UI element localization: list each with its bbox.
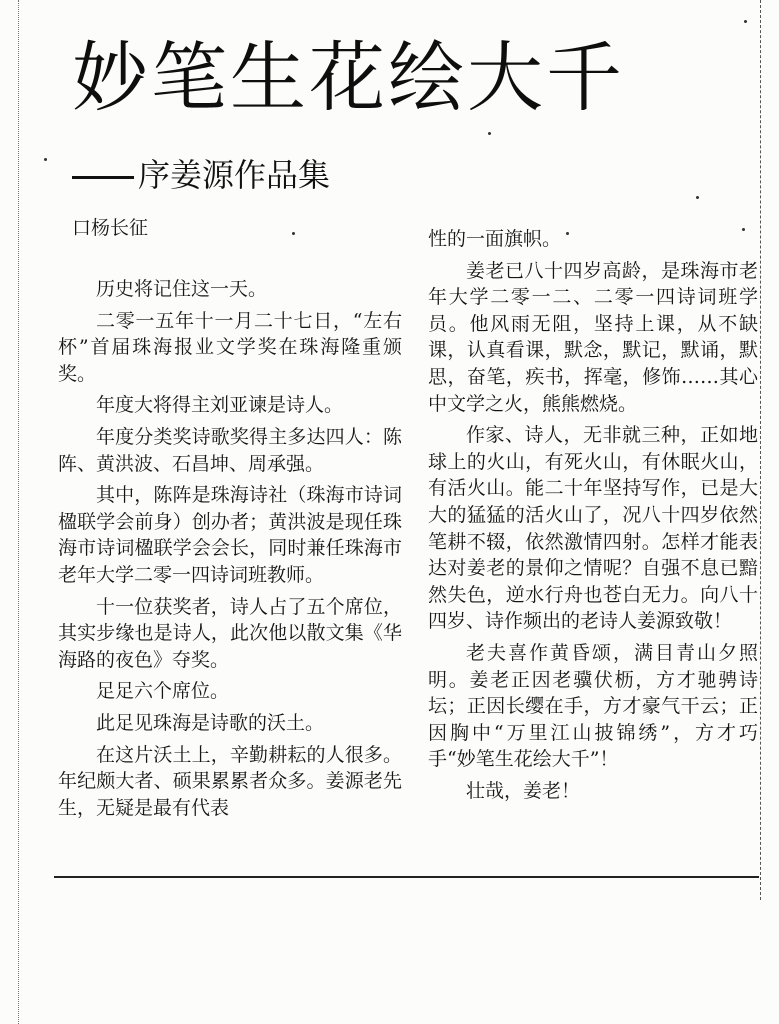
paragraph: 二零一五年十一月二十七日，“左右杯”首届珠海报业文学奖在珠海隆重颁奖。 [58,309,402,385]
article-byline: 口杨长征 [72,217,149,239]
paragraph: 年度大将得主刘亚谏是诗人。 [96,394,344,417]
article-title: 妙笔生花绘大千 [72,33,625,122]
paragraph: 作家、诗人，无非就三种，正如地球上的火山，有死火山，有休眠火山，有活火山。能二十年坚持写作，已是大大的猛猛的活火山了，况八十四岁依然笔耕不辍，依然激情四射。怎样才能表达对姜老的景仰之情呢？自强不息已黯然失色，逆水行舟也苍白无力。向八十四岁、诗作频出的老诗人姜源致敬！ [428,424,758,633]
scan-speck [292,232,295,235]
subtitle-text: 序姜源作品集 [138,156,331,194]
scan-speck [44,158,47,161]
scan-speck [488,132,491,135]
paragraph: 足足六个席位。 [96,680,230,703]
paragraph: 历史将记住这一天。 [96,278,268,300]
paragraph: 此足见珠海是诗歌的沃土。 [96,711,325,734]
scan-speck [744,20,747,23]
bottom-rule [54,876,759,878]
scan-left-edge [18,0,20,1024]
paragraph: 壮哉，姜老！ [466,779,581,802]
paragraph: 老夫喜作黄昏颂，满目青山夕照明。姜老正因老骥伏枥，方才驰骋诗坛；正因长缨在手，方才豪气干云；正因胸中“万里江山披锦绣”，方才巧手“妙笔生花绘大千”！ [428,641,758,771]
scan-right-edge [760,0,762,900]
scan-speck [696,196,699,199]
paragraph: 性的一面旗帜。 [428,228,562,250]
paragraph: 其中，陈阵是珠海诗社（珠海市诗词楹联学会前身）创办者；黄洪波是现任珠海市诗词楹联学会会长，同时兼任珠海市老年大学二零一四诗词班教师。 [58,484,402,586]
paragraph: 年度分类奖诗歌奖得主多达四人：陈阵、黄洪波、石昌坤、周承强。 [58,425,402,475]
article-subtitle [72,152,330,198]
paragraph: 姜老已八十四岁高龄，是珠海市老年大学二零一二、二零一四诗词班学员。他风雨无阻，坚持上课，从不缺课，认真看课，默念，默记，默诵，默思，奋笔，疾书，挥毫，修饰……其心中文学之火，熊熊燃烧。 [428,259,758,415]
subtitle-dash [72,176,134,179]
left-column [58,276,402,826]
right-column [428,226,758,809]
paragraph: 在这片沃土上，辛勤耕耘的人很多。年纪颇大者、硕果累累者众多。姜源老先生，无疑是最有代表 [58,743,402,819]
paragraph: 十一位获奖者，诗人占了五个席位，其实步缘也是诗人，此次他以散文集《华海路的夜色》夺奖。 [58,595,402,671]
